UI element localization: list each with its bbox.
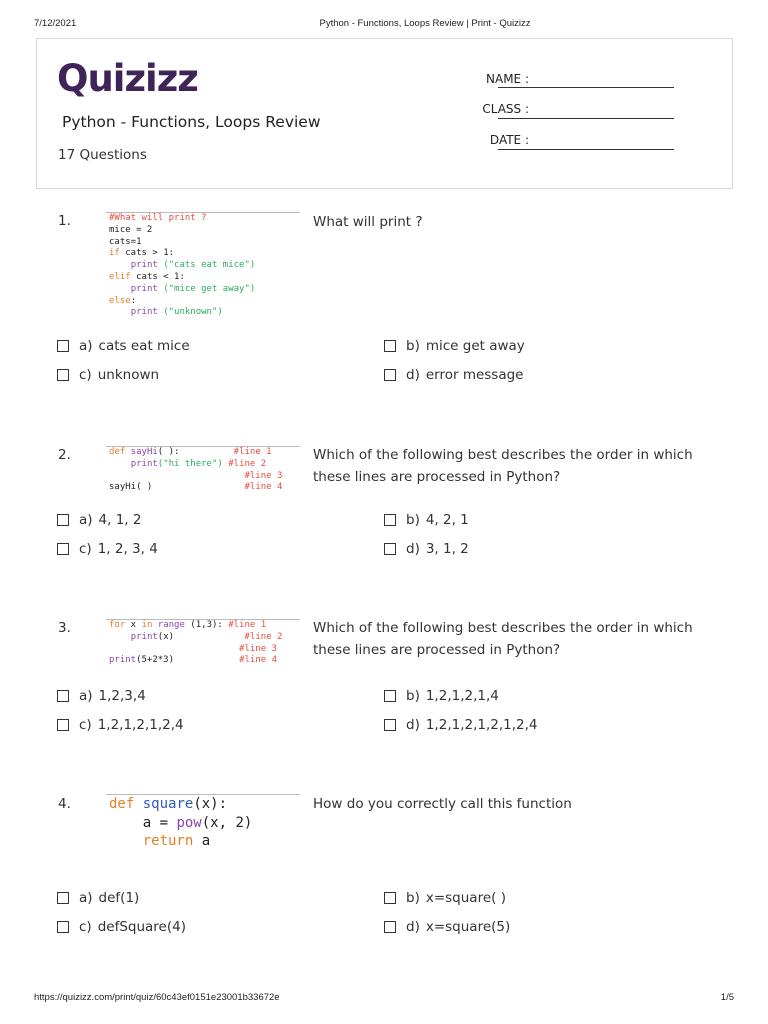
question-count: 17 Questions xyxy=(58,147,147,163)
option-c[interactable] xyxy=(57,919,186,935)
question-text: Which of the following best describes the order in which these lines are processed in Python? xyxy=(313,620,693,658)
code-comment: #line 4 xyxy=(244,482,283,493)
checkbox-icon[interactable] xyxy=(57,921,69,933)
option-letter: b) xyxy=(406,512,420,528)
question-number: 4. xyxy=(58,796,71,812)
code-keyword: if xyxy=(109,248,120,259)
question-number: 3. xyxy=(58,620,71,636)
option-letter: b) xyxy=(406,688,420,704)
question-text: How do you correctly call this function xyxy=(313,796,572,812)
option-letter: b) xyxy=(406,890,420,906)
checkbox-icon[interactable] xyxy=(57,340,69,352)
option-text: 4, 2, 1 xyxy=(425,512,469,528)
checkbox-icon[interactable] xyxy=(384,369,396,381)
option-text: def(1) xyxy=(98,890,140,906)
code-line: (x, 2) xyxy=(201,814,253,831)
code-string: ("hi there") xyxy=(157,458,223,469)
class-label: CLASS : xyxy=(482,102,529,116)
code-function: square xyxy=(134,796,194,812)
option-letter: c) xyxy=(79,919,92,935)
print-title: Python - Functions, Loops Review | Print - Quizizz xyxy=(319,18,531,29)
code-keyword: return xyxy=(142,833,194,849)
option-text: 1,2,3,4 xyxy=(98,688,146,704)
option-letter: b) xyxy=(406,338,420,354)
code-comment: #line 2 xyxy=(228,458,267,469)
question-text: Which of the following best describes the order in which these lines are processed in Python? xyxy=(313,447,693,485)
question-number: 2. xyxy=(58,447,71,463)
code-keyword: print xyxy=(130,283,158,294)
code-keyword: print xyxy=(130,458,158,469)
checkbox-icon[interactable] xyxy=(57,719,69,731)
code-comment: #line 4 xyxy=(239,655,277,666)
option-text: 1,2,1,2,1,2,1,2,4 xyxy=(425,717,538,733)
option-letter: d) xyxy=(406,541,420,557)
checkbox-icon[interactable] xyxy=(384,892,396,904)
code-keyword: print xyxy=(109,655,137,666)
code-line: cats > 1: xyxy=(119,248,175,259)
code-line: a = xyxy=(142,814,177,831)
print-footer xyxy=(0,992,768,1006)
code-comment: #What will print ? xyxy=(109,213,207,223)
option-d[interactable] xyxy=(384,367,524,383)
quiz-title: Python - Functions, Loops Review xyxy=(62,113,321,131)
code-comment: #line 1 xyxy=(228,620,267,630)
code-keyword: else xyxy=(109,295,131,306)
code-snippet xyxy=(106,446,300,512)
code-string: ("cats eat mice") xyxy=(157,260,256,271)
code-line: (x): xyxy=(193,796,228,812)
print-date: 7/12/2021 xyxy=(34,18,77,29)
code-function: sayHi xyxy=(125,447,158,457)
option-text: x=square( ) xyxy=(425,890,506,906)
code-keyword: elif xyxy=(109,271,131,282)
option-a[interactable] xyxy=(57,512,141,528)
option-c[interactable] xyxy=(57,541,158,557)
code-comment: #line 1 xyxy=(233,447,272,457)
option-text: 4, 1, 2 xyxy=(98,512,142,528)
option-text: defSquare(4) xyxy=(97,919,186,935)
code-keyword: def xyxy=(109,796,135,812)
option-text: 3, 1, 2 xyxy=(425,541,469,557)
code-line: sayHi( ) xyxy=(109,482,153,493)
option-a[interactable] xyxy=(57,890,139,906)
code-keyword: print xyxy=(130,631,158,642)
checkbox-icon[interactable] xyxy=(384,921,396,933)
checkbox-icon[interactable] xyxy=(384,340,396,352)
code-snippet xyxy=(106,212,300,324)
code-keyword: for xyxy=(109,620,126,630)
quizizz-logo: Quizizz xyxy=(57,57,198,100)
option-text: unknown xyxy=(97,367,160,383)
option-letter: a) xyxy=(79,338,93,354)
name-label: NAME : xyxy=(486,72,529,86)
code-line: ( ): xyxy=(157,447,180,457)
checkbox-icon[interactable] xyxy=(384,514,396,526)
option-text: error message xyxy=(425,367,524,383)
code-comment: #line 3 xyxy=(239,643,277,654)
option-c[interactable] xyxy=(57,717,184,733)
code-line: a xyxy=(193,833,211,849)
name-line[interactable] xyxy=(498,87,674,88)
code-string: ("unknown") xyxy=(157,307,223,318)
class-line[interactable] xyxy=(498,118,674,119)
checkbox-icon[interactable] xyxy=(384,543,396,555)
code-keyword: print xyxy=(130,260,158,271)
option-a[interactable] xyxy=(57,688,146,704)
question-number: 1. xyxy=(58,213,71,229)
code-keyword: def xyxy=(109,447,126,457)
option-text: x=square(5) xyxy=(425,919,511,935)
option-b[interactable] xyxy=(384,890,506,906)
option-text: 1, 2, 3, 4 xyxy=(97,541,158,557)
option-b[interactable] xyxy=(384,512,469,528)
quiz-header xyxy=(36,38,733,189)
option-letter: d) xyxy=(406,919,420,935)
code-line: cats=1 xyxy=(109,236,142,247)
code-line: cats < 1: xyxy=(130,271,185,282)
code-keyword: in xyxy=(141,620,153,630)
option-d[interactable] xyxy=(384,541,469,557)
option-text: 1,2,1,2,1,2,4 xyxy=(97,717,184,733)
checkbox-icon[interactable] xyxy=(384,690,396,702)
option-letter: d) xyxy=(406,367,420,383)
code-comment: #line 2 xyxy=(244,631,283,642)
code-comment: #line 3 xyxy=(244,470,283,481)
option-letter: a) xyxy=(79,512,93,528)
print-url: https://quizizz.com/print/quiz/60c43ef0151e23001b33672e xyxy=(34,992,280,1003)
code-function: range xyxy=(152,620,185,630)
option-letter: a) xyxy=(79,688,93,704)
question-text: What will print ? xyxy=(313,214,423,230)
checkbox-icon[interactable] xyxy=(57,514,69,526)
option-text: 1,2,1,2,1,4 xyxy=(425,688,499,704)
checkbox-icon[interactable] xyxy=(57,690,69,702)
code-snippet xyxy=(106,794,300,854)
option-letter: c) xyxy=(79,367,92,383)
option-text: mice get away xyxy=(425,338,525,354)
option-letter: d) xyxy=(406,717,420,733)
code-line: (5+2*3) xyxy=(136,655,175,666)
date-line[interactable] xyxy=(498,149,674,150)
code-keyword: print xyxy=(130,307,158,318)
option-d[interactable] xyxy=(384,919,510,935)
option-letter: c) xyxy=(79,541,92,557)
code-line: : xyxy=(130,295,137,306)
code-string: ("mice get away") xyxy=(157,283,256,294)
option-b[interactable] xyxy=(384,338,525,354)
option-letter: a) xyxy=(79,890,93,906)
checkbox-icon[interactable] xyxy=(57,543,69,555)
code-snippet xyxy=(106,619,300,671)
option-letter: c) xyxy=(79,717,92,733)
checkbox-icon[interactable] xyxy=(57,369,69,381)
checkbox-icon[interactable] xyxy=(57,892,69,904)
date-label: DATE : xyxy=(489,133,529,147)
print-header xyxy=(0,18,768,32)
code-line: (1,3): xyxy=(184,620,223,630)
option-b[interactable] xyxy=(384,688,499,704)
code-line: (x) xyxy=(157,631,175,642)
option-d[interactable] xyxy=(384,717,537,733)
option-text: cats eat mice xyxy=(98,338,190,354)
option-a[interactable] xyxy=(57,338,190,354)
page-number: 1/5 xyxy=(720,992,734,1003)
code-line: x xyxy=(125,620,142,630)
option-c[interactable] xyxy=(57,367,159,383)
code-function: pow xyxy=(176,814,202,831)
checkbox-icon[interactable] xyxy=(384,719,396,731)
code-line: mice = 2 xyxy=(109,224,153,235)
